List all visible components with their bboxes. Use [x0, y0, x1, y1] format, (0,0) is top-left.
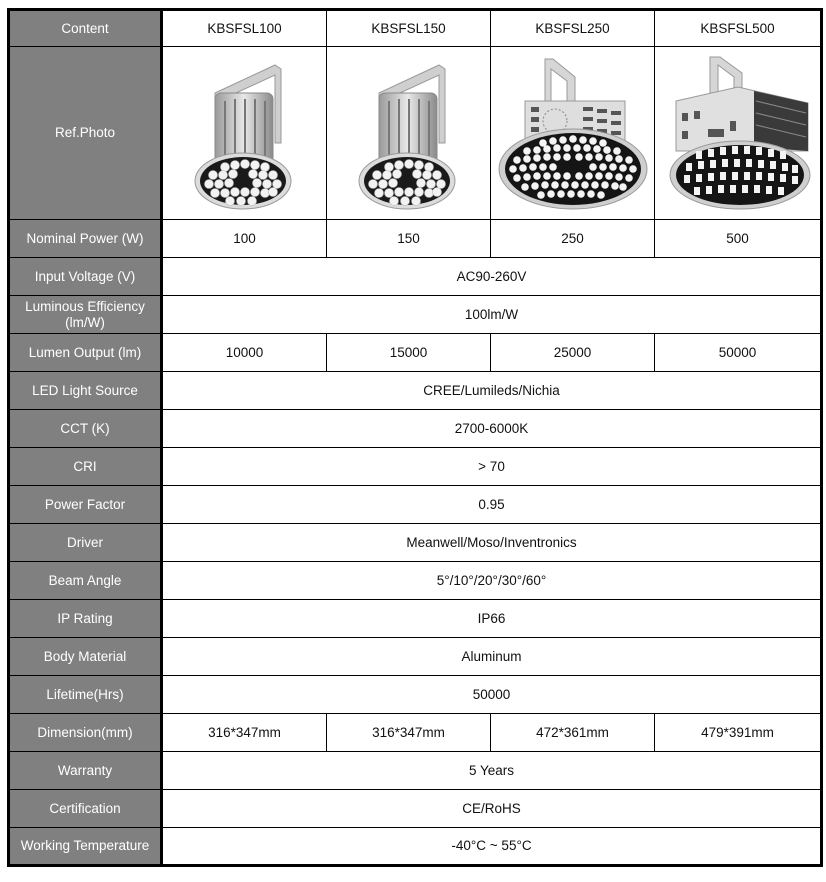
spec-value: Aluminum — [162, 638, 822, 676]
spec-value: 479*391mm — [655, 714, 822, 752]
model-name: KBSFSL500 — [655, 10, 822, 47]
floodlight-500w-image — [658, 51, 818, 216]
spec-value: 316*347mm — [162, 714, 327, 752]
floodlight-250w-image — [493, 51, 653, 216]
row-label: Body Material — [9, 638, 162, 676]
row-label: IP Rating — [9, 600, 162, 638]
spec-value: IP66 — [162, 600, 822, 638]
spec-value: 250 — [491, 220, 655, 258]
photo-cell — [655, 47, 822, 220]
spec-value: 10000 — [162, 334, 327, 372]
row-label: Lumen Output (lm) — [9, 334, 162, 372]
spec-value: 100lm/W — [162, 296, 822, 334]
spec-row — [9, 258, 822, 296]
spec-row — [9, 448, 822, 486]
spec-row — [9, 638, 822, 676]
spec-value: 316*347mm — [327, 714, 491, 752]
spec-row — [9, 410, 822, 448]
spec-value: AC90-260V — [162, 258, 822, 296]
row-label: CRI — [9, 448, 162, 486]
photo-cell — [491, 47, 655, 220]
spec-value: Meanwell/Moso/Inventronics — [162, 524, 822, 562]
spec-value: -40°C ~ 55°C — [162, 828, 822, 866]
spec-table — [7, 8, 823, 867]
model-name: KBSFSL150 — [327, 10, 491, 47]
spec-row — [9, 752, 822, 790]
row-label: Ref.Photo — [9, 47, 162, 220]
spec-value: 5°/10°/20°/30°/60° — [162, 562, 822, 600]
row-label: Dimension(mm) — [9, 714, 162, 752]
spec-value: CREE/Lumileds/Nichia — [162, 372, 822, 410]
spec-value: 25000 — [491, 334, 655, 372]
header-row — [9, 10, 822, 47]
row-label: Input Voltage (V) — [9, 258, 162, 296]
row-label: Nominal Power (W) — [9, 220, 162, 258]
row-label: Warranty — [9, 752, 162, 790]
model-name: KBSFSL100 — [162, 10, 327, 47]
spec-row — [9, 600, 822, 638]
spec-value: 100 — [162, 220, 327, 258]
row-label: Driver — [9, 524, 162, 562]
row-label: Luminous Efficiency (lm/W) — [9, 296, 162, 334]
spec-row — [9, 524, 822, 562]
spec-row — [9, 562, 822, 600]
spec-value: 15000 — [327, 334, 491, 372]
spec-row — [9, 676, 822, 714]
spec-value: > 70 — [162, 448, 822, 486]
model-name: KBSFSL250 — [491, 10, 655, 47]
row-label: LED Light Source — [9, 372, 162, 410]
spec-row — [9, 220, 822, 258]
spec-value: 500 — [655, 220, 822, 258]
floodlight-150w-image — [349, 53, 469, 213]
floodlight-100w-image — [185, 53, 305, 213]
spec-value: 0.95 — [162, 486, 822, 524]
spec-row — [9, 828, 822, 866]
spec-value: 2700-6000K — [162, 410, 822, 448]
row-label: Beam Angle — [9, 562, 162, 600]
spec-row — [9, 486, 822, 524]
photo-cell — [327, 47, 491, 220]
spec-value: 5 Years — [162, 752, 822, 790]
row-label: Lifetime(Hrs) — [9, 676, 162, 714]
row-label: CCT (K) — [9, 410, 162, 448]
photo-row — [9, 47, 822, 220]
spec-row — [9, 372, 822, 410]
spec-value: 50000 — [162, 676, 822, 714]
spec-row — [9, 296, 822, 334]
spec-value: 50000 — [655, 334, 822, 372]
photo-cell — [162, 47, 327, 220]
spec-row — [9, 790, 822, 828]
header-label: Content — [9, 10, 162, 47]
spec-value: CE/RoHS — [162, 790, 822, 828]
row-label: Working Temperature — [9, 828, 162, 866]
spec-value: 150 — [327, 220, 491, 258]
spec-row — [9, 714, 822, 752]
row-label: Certification — [9, 790, 162, 828]
spec-value: 472*361mm — [491, 714, 655, 752]
spec-row — [9, 334, 822, 372]
row-label: Power Factor — [9, 486, 162, 524]
